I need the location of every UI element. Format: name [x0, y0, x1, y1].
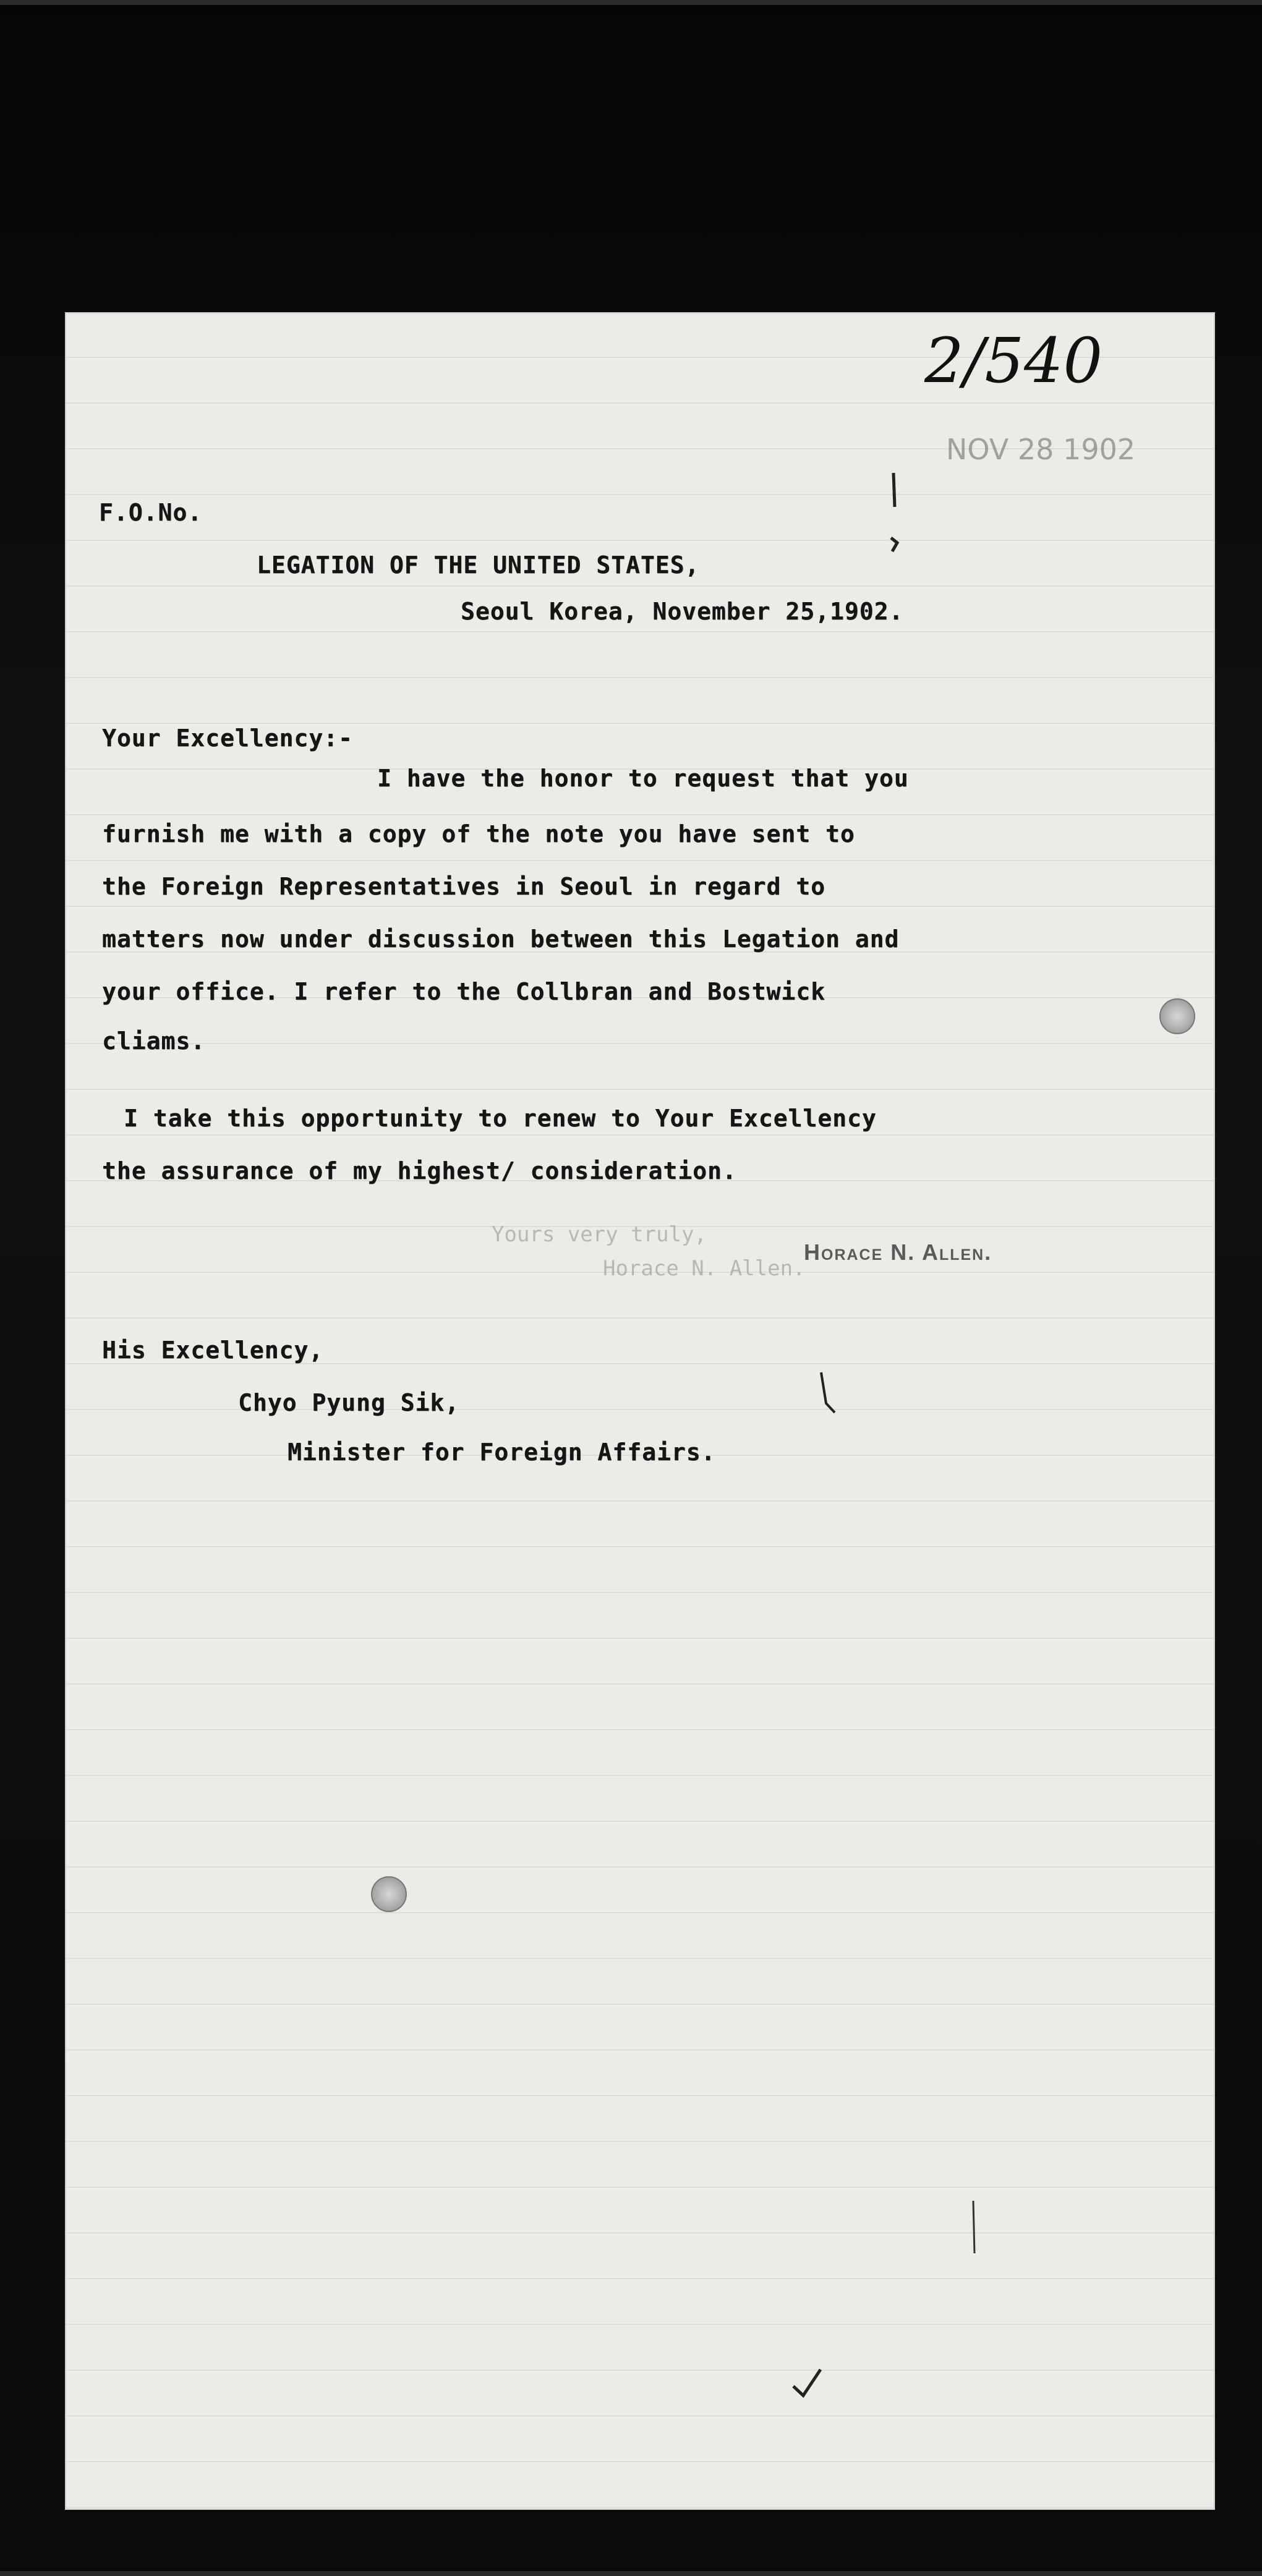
body-line: I have the honor to request that you: [377, 765, 909, 792]
body-line: your office. I refer to the Collbran and Bostwick: [102, 978, 826, 1005]
body-line: I take this opportunity to renew to Your Excellency: [124, 1105, 877, 1132]
addressee-line: Minister for Foreign Affairs.: [288, 1439, 716, 1466]
pen-stroke-icon: [965, 2198, 983, 2259]
show-through-closing: Yours very truly,: [492, 1222, 707, 1247]
legation-heading: LEGATION OF THE UNITED STATES,: [257, 551, 700, 579]
body-line: the assurance of my highest/ consideration.: [102, 1157, 737, 1184]
checkmark-icon: [788, 2365, 825, 2402]
received-stamp: NOV 28 1902: [946, 433, 1136, 466]
addressee-line: Chyo Pyung Sik,: [238, 1389, 460, 1416]
place-date: Seoul Korea, November 25,1902.: [461, 598, 904, 625]
pen-mark-icon: [881, 470, 906, 563]
salutation: Your Excellency:-: [102, 725, 353, 752]
punch-hole-icon: [371, 1876, 407, 1912]
letter-page: [65, 312, 1215, 2510]
body-line: furnish me with a copy of the note you have sent to: [102, 820, 855, 848]
body-line: matters now under discussion between this Legation and: [102, 925, 900, 953]
body-line: the Foreign Representatives in Seoul in regard to: [102, 873, 826, 900]
archive-number: 2/540: [924, 325, 1103, 397]
film-edge-bottom: [0, 2571, 1262, 2576]
addressee-line: His Excellency,: [102, 1337, 324, 1364]
film-edge-top: [0, 0, 1262, 5]
punch-hole-icon: [1159, 998, 1195, 1034]
body-line: cliams.: [102, 1027, 206, 1055]
show-through-signature: Horace N. Allen.: [603, 1256, 806, 1281]
signature-stamp: Horace N. Allen.: [804, 1239, 992, 1265]
pen-stroke-icon: [816, 1369, 841, 1425]
fo-number: F.O.No.: [99, 499, 203, 526]
